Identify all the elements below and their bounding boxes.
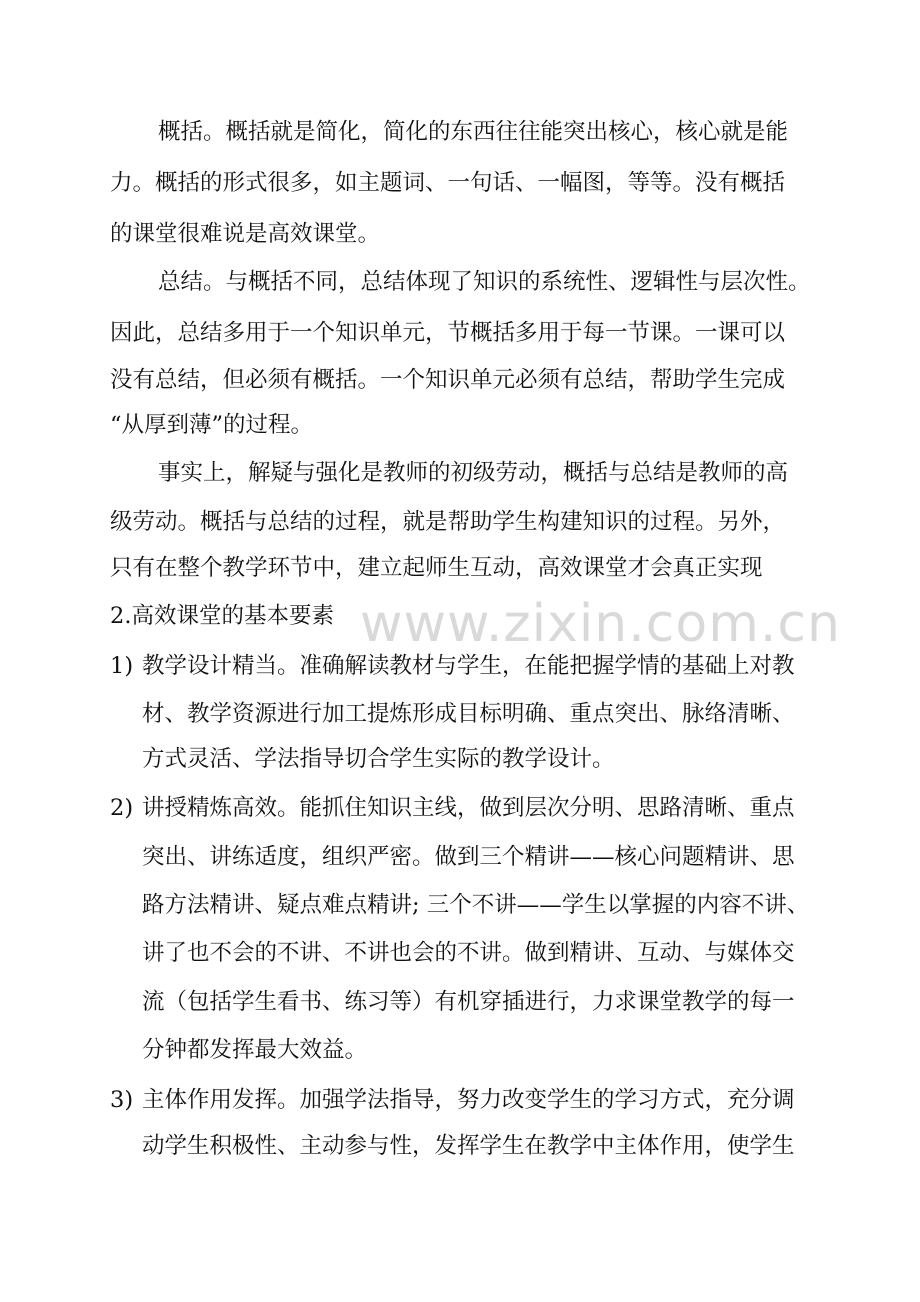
list-item-line: 方式灵活、学法指导切合学生实际的教学设计。 <box>142 746 615 772</box>
list-item-line: 路方法精讲、疑点难点精讲; 三个不讲——学生以掌握的内容不讲、 <box>142 892 810 918</box>
section-heading: 2.高效课堂的基本要素 <box>110 603 334 629</box>
list-item-line: 流（包括学生看书、练习等）有机穿插进行，力求课堂教学的每一 <box>142 989 795 1015</box>
paragraph-line: 的课堂很难说是高效课堂。 <box>110 221 381 247</box>
paragraph-line: 因此，总结多用于一个知识单元，节概括多用于每一节课。一课可以 <box>110 320 786 346</box>
paragraph-line: 总结。与概括不同，总结体现了知识的系统性、逻辑性与层次性。 <box>158 269 811 295</box>
list-item-line: 讲了也不会的不讲、不讲也会的不讲。做到精讲、互动、与媒体交 <box>142 940 795 966</box>
list-item-line: 突出、讲练适度，组织严密。做到三个精讲——核心问题精讲、思 <box>142 844 795 870</box>
list-item-line: 动学生积极性、主动参与性，发挥学生在教学中主体作用，使学生 <box>142 1133 795 1159</box>
list-item-line: 材、教学资源进行加工提炼形成目标明确、重点突出、脉络清晰、 <box>142 701 795 727</box>
list-item-number: 1) <box>110 653 134 679</box>
paragraph-line: 只有在整个教学环节中，建立起师生互动，高效课堂才会真正实现 <box>110 555 763 581</box>
watermark: www.zixin.com.cn <box>360 594 841 654</box>
paragraph-line: “从厚到薄”的过程。 <box>110 412 314 438</box>
list-item-number: 2) <box>110 795 134 821</box>
list-item-line: 教学设计精当。准确解读教材与学生，在能把握学情的基础上对教 <box>142 653 795 679</box>
paragraph-line: 力。概括的形式很多，如主题词、一句话、一幅图，等等。没有概括 <box>110 170 786 196</box>
list-item-line: 主体作用发挥。加强学法指导，努力改变学生的学习方式，充分调 <box>142 1087 795 1113</box>
list-item-number: 3) <box>110 1087 134 1113</box>
paragraph-line: 没有总结，但必须有概括。一个知识单元必须有总结，帮助学生完成 <box>110 367 786 393</box>
list-item-line: 讲授精炼高效。能抓住知识主线，做到层次分明、思路清晰、重点 <box>142 795 795 821</box>
list-item-line: 分钟都发挥最大效益。 <box>142 1037 368 1063</box>
paragraph-line: 概括。概括就是简化，简化的东西往往能突出核心，核心就是能 <box>158 119 789 145</box>
paragraph-line: 级劳动。概括与总结的过程，就是帮助学生构建知识的过程。另外， <box>110 509 786 535</box>
paragraph-line: 事实上，解疑与强化是教师的初级劳动，概括与总结是教师的高 <box>158 460 789 486</box>
